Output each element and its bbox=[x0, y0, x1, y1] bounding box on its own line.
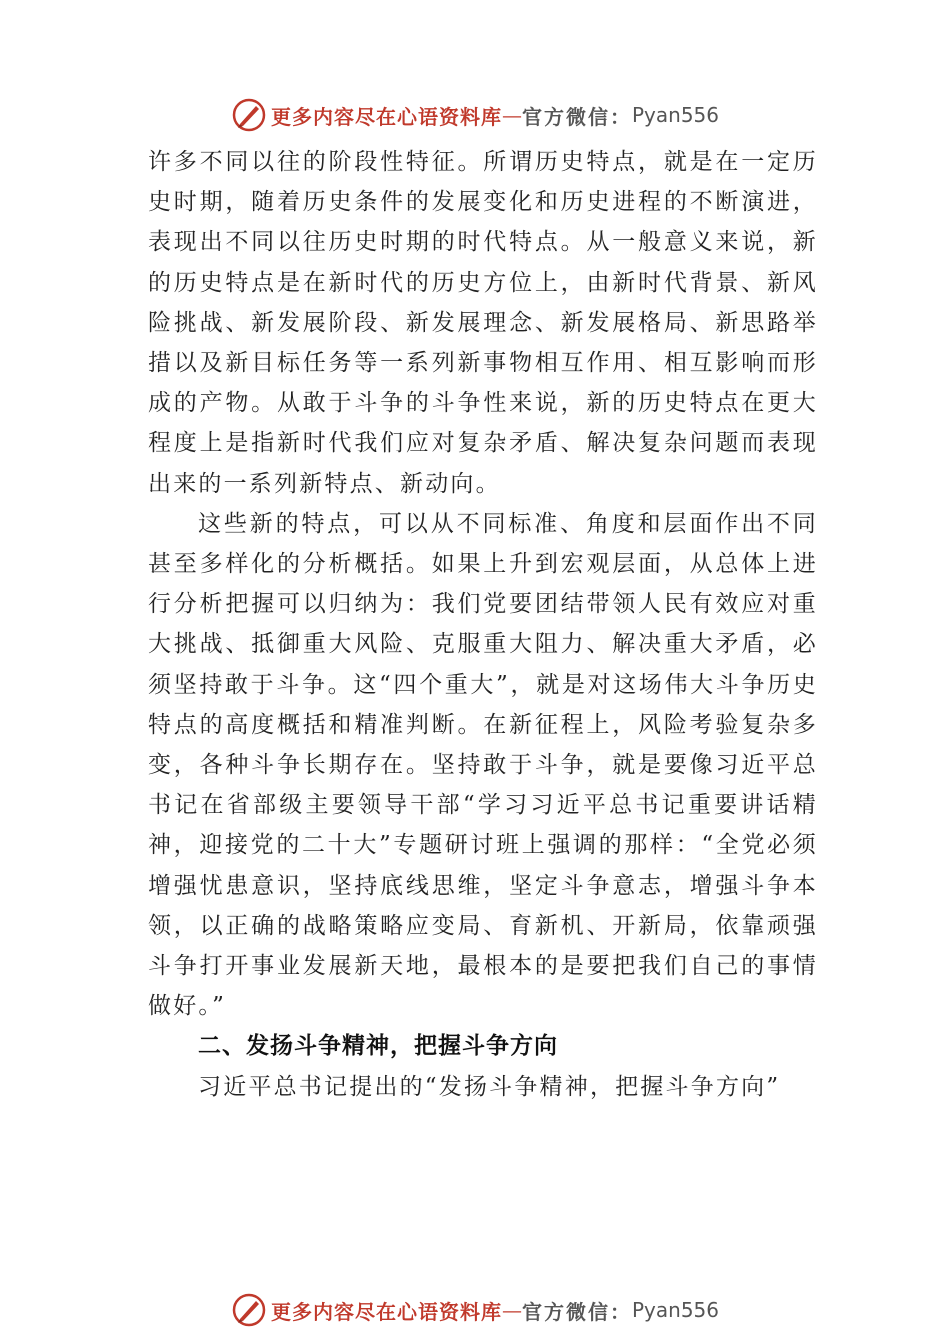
watermark-separator: — bbox=[501, 1298, 522, 1322]
watermark-prefix: 更多内容尽在心语资料库 bbox=[270, 104, 502, 129]
watermark-official-label: 官方微信： bbox=[521, 1299, 632, 1324]
paragraph-3: 习近平总书记提出的“发扬斗争精神，把握斗争方向” bbox=[198, 1073, 781, 1100]
watermark-banner-top bbox=[0, 95, 950, 135]
paragraph-1: 许多不同以往的阶段性特征。所谓历史特点，就是在一定历史时期，随着历史条件的发展变化和历史进程的不断演进，表现出不同以往历史时期的时代特点。从一般意义来说，新的历史特点是在新时代的历史方位上，由新时代背景、新风险挑战、新发展阶段、新发展理念、新发展格局、新思路举措以及新目标任务等一系列新事物相互作用、相互影响而形成的产物。从敢于斗争的斗争性来说，新的历史特点在更大程度上是指新时代我们应对复杂矛盾、解决复杂问题而表现出来的一系列新特点、新动向。 bbox=[148, 149, 818, 497]
quill-logo-icon bbox=[231, 1292, 267, 1328]
watermark-separator: — bbox=[501, 103, 522, 127]
watermark-prefix: 更多内容尽在心语资料库 bbox=[270, 1299, 502, 1324]
quill-logo-icon bbox=[231, 97, 267, 133]
watermark-wechat-id: Pyan556 bbox=[631, 103, 719, 127]
paragraph-2: 这些新的特点，可以从不同标准、角度和层面作出不同甚至多样化的分析概括。如果上升到宏观层面，从总体上进行分析把握可以归纳为：我们党要团结带领人民有效应对重大挑战、抵御重大风险、克服重大阻力、解决重大矛盾，必须坚持敢于斗争。这“四个重大”，就是对这场伟大斗争历史特点的高度概括和精准判断。在新征程上，风险考验复杂多变，各种斗争长期存在。坚持敢于斗争，就是要像习近平总书记在省部级主要领导干部“学习习近平总书记重要讲话精神，迎接党的二十大”专题研讨班上强调的那样：“全党必须增强忧患意识，坚持底线思维，坚定斗争意志，增强斗争本领，以正确的战略策略应变局、育新机、开新局，依靠顽强斗争打开事业发展新天地，最根本的是要把我们自己的事情做好。” bbox=[148, 510, 818, 1020]
watermark-wechat-id: Pyan556 bbox=[631, 1298, 719, 1322]
document-body bbox=[148, 142, 818, 1107]
watermark-banner-bottom bbox=[0, 1290, 950, 1330]
watermark-official-label: 官方微信： bbox=[521, 104, 632, 129]
section-heading: 二、发扬斗争精神，把握斗争方向 bbox=[198, 1033, 558, 1060]
